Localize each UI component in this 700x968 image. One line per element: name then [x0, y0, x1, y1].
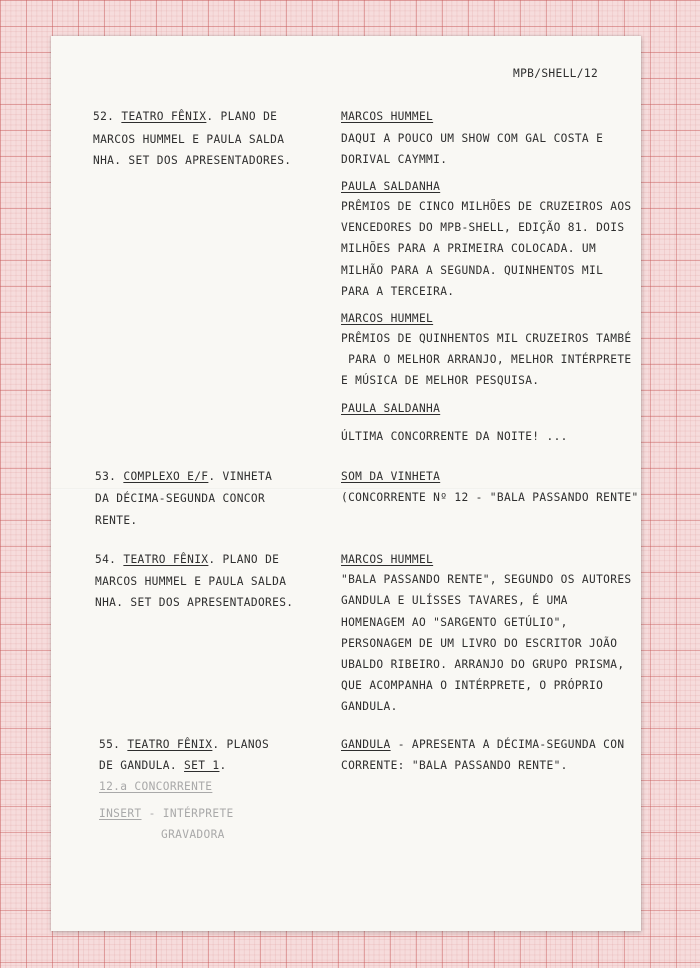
scene-54-line1 [95, 553, 279, 567]
dialog-line: MILHÃO PARA A SEGUNDA. QUINHENTOS MIL [341, 264, 604, 277]
speaker-name: PAULA SALDANHA [341, 180, 441, 193]
page-fold [51, 488, 641, 490]
dialog-line: "BALA PASSANDO RENTE", SEGUNDO OS AUTORES [341, 573, 632, 586]
set-label: SET 1 [184, 759, 220, 772]
scene-52-line3: NHA. SET DOS APRESENTADORES. [93, 154, 292, 167]
scene-number: 55. [99, 738, 121, 751]
scene-description: . PLANO DE [206, 110, 278, 123]
scene-description: . VINHETA [208, 470, 273, 483]
dialog-line: VENCEDORES DO MPB-SHELL, EDIÇÃO 81. DOIS [341, 221, 625, 234]
page-code: MPB/SHELL/12 [513, 67, 599, 80]
scene-55-insert: INSERT - INTÉRPRETE [99, 807, 234, 820]
scene-description: . PLANOS [212, 738, 270, 751]
scene-number: 52. [93, 110, 115, 123]
scene-53-line1 [95, 470, 272, 484]
scene-number: 53. [95, 470, 117, 483]
dialog-line: DAQUI A POUCO UM SHOW COM GAL COSTA E [341, 132, 604, 145]
dialog-line: (CONCORRENTE Nº 12 - "BALA PASSANDO RENTE" [341, 491, 639, 504]
scene-number: 54. [95, 553, 117, 566]
dialog-line: PRÊMIOS DE CINCO MILHÕES DE CRUZEIROS AOS [341, 200, 632, 213]
dialog-line: UBALDO RIBEIRO. ARRANJO DO GRUPO PRISMA, [341, 658, 625, 671]
speaker-name: SOM DA VINHETA [341, 470, 441, 483]
dialog-line: GANDULA. [341, 700, 398, 713]
scene-53-line3: RENTE. [95, 514, 138, 527]
dialog-line: PARA O MELHOR ARRANJO, MELHOR INTÉRPRETE [341, 353, 632, 366]
scene-52-line2: MARCOS HUMMEL E PAULA SALDA [93, 133, 285, 146]
scene-location: TEATRO FÊNIX [127, 738, 213, 751]
scene-location: TEATRO FÊNIX [121, 110, 207, 123]
speaker-name: MARCOS HUMMEL [341, 110, 434, 123]
dialog-line: PARA A TERCEIRA. [341, 285, 455, 298]
speaker-name: PAULA SALDANHA [341, 402, 441, 415]
scene-location: COMPLEXO E/F [123, 470, 209, 483]
dialog-line: DORIVAL CAYMMI. [341, 153, 448, 166]
dialog-line: MILHÕES PARA A PRIMEIRA COLOCADA. UM [341, 242, 597, 255]
scene-54-line3: NHA. SET DOS APRESENTADORES. [95, 596, 294, 609]
speaker-name: GANDULA [341, 738, 391, 751]
dialog-line: PRÊMIOS DE QUINHENTOS MIL CRUZEIROS TAMBÉ [341, 332, 632, 345]
script-page [51, 36, 641, 931]
dialog-line: GANDULA E ULÍSSES TAVARES, É UMA [341, 594, 568, 607]
scene-55-line2: DE GANDULA. SET 1. [99, 759, 227, 772]
scene-55-label: GRAVADORA [161, 828, 225, 841]
scene-52-line1 [93, 110, 277, 124]
scene-description: . PLANO DE [208, 553, 280, 566]
dialog-line: HOMENAGEM AO "SARGENTO GETÚLIO", [341, 616, 568, 629]
dialog-line: GANDULA - APRESENTA A DÉCIMA-SEGUNDA CON [341, 738, 625, 751]
scene-55-line1 [99, 738, 269, 752]
dialog-line: PERSONAGEM DE UM LIVRO DO ESCRITOR JOÃO [341, 637, 618, 650]
scene-55-competitor: 12.a CONCORRENTE [99, 780, 213, 793]
scene-54-line2: MARCOS HUMMEL E PAULA SALDA [95, 575, 287, 588]
dialog-line: E MÚSICA DE MELHOR PESQUISA. [341, 374, 540, 387]
dialog-line: ÚLTIMA CONCORRENTE DA NOITE! ... [341, 430, 568, 443]
scene-53-line2: DA DÉCIMA-SEGUNDA CONCOR [95, 492, 266, 505]
speaker-name: MARCOS HUMMEL [341, 312, 434, 325]
speaker-name: MARCOS HUMMEL [341, 553, 434, 566]
dialog-line: CORRENTE: "BALA PASSANDO RENTE". [341, 759, 568, 772]
dialog-line: QUE ACOMPANHA O INTÉRPRETE, O PRÓPRIO [341, 679, 604, 692]
scene-location: TEATRO FÊNIX [123, 553, 209, 566]
